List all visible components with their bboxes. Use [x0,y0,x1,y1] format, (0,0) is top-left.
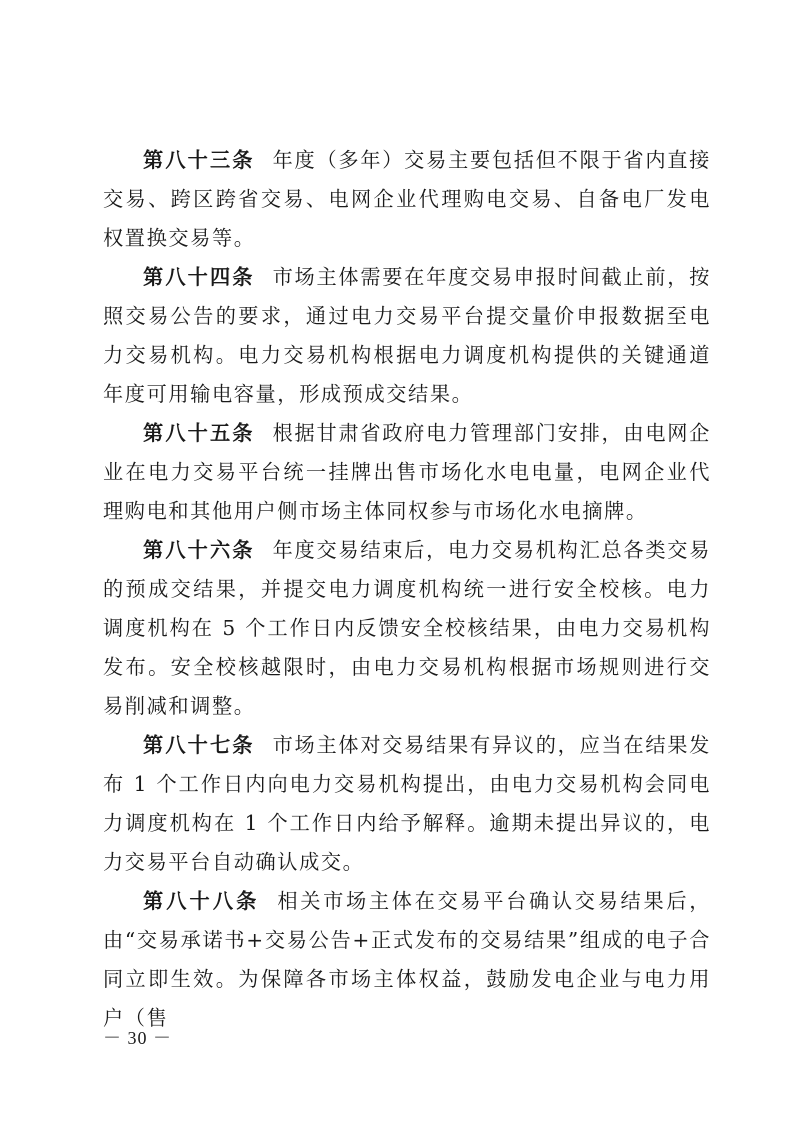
article-text: 相关市场主体在交易平台确认交易结果后，由“交易承诺书+交易公告+正式发布的交易结果”组成的电子合同立即生效。为保障各市场主体权益，鼓励发电企业与电力用户（售 [103,889,711,1030]
article-83 [103,141,711,258]
article-84 [103,258,711,414]
article-text: 市场主体需要在年度交易申报时间截止前，按照交易公告的要求，通过电力交易平台提交量价申报数据至电力交易机构。电力交易机构根据电力调度机构提供的关键通道年度可用输电容量，形成预成交结果。 [103,265,711,406]
article-number: 第八十三条 [143,148,255,172]
article-text: 年度交易结束后，电力交易机构汇总各类交易的预成交结果，并提交电力调度机构统一进行安全校核。电力调度机构在 5 个工作日内反馈安全校核结果，由电力交易机构发布。安全校核越限时，由电力交易机构根据市场规则进行交易削减和调整。 [103,538,711,718]
article-85 [103,414,711,531]
page-number: － 30 － [103,1028,172,1048]
article-number: 第八十六条 [143,538,255,562]
document-body [103,141,711,1038]
article-number: 第八十五条 [143,421,255,445]
article-86 [103,531,711,726]
article-88 [103,882,711,1038]
article-number: 第八十四条 [143,265,255,289]
article-87 [103,726,711,882]
article-text: 年度（多年）交易主要包括但不限于省内直接交易、跨区跨省交易、电网企业代理购电交易、自备电厂发电权置换交易等。 [103,148,711,250]
article-number: 第八十七条 [143,733,255,757]
article-number: 第八十八条 [143,889,260,913]
article-text: 市场主体对交易结果有异议的，应当在结果发布 1 个工作日内向电力交易机构提出，由电力交易机构会同电力调度机构在 1 个工作日内给予解释。逾期未提出异议的，电力交易平台自动确认成交。 [103,733,711,874]
article-text: 根据甘肃省政府电力管理部门安排，由电网企业在电力交易平台统一挂牌出售市场化水电电量，电网企业代理购电和其他用户侧市场主体同权参与市场化水电摘牌。 [103,421,711,523]
